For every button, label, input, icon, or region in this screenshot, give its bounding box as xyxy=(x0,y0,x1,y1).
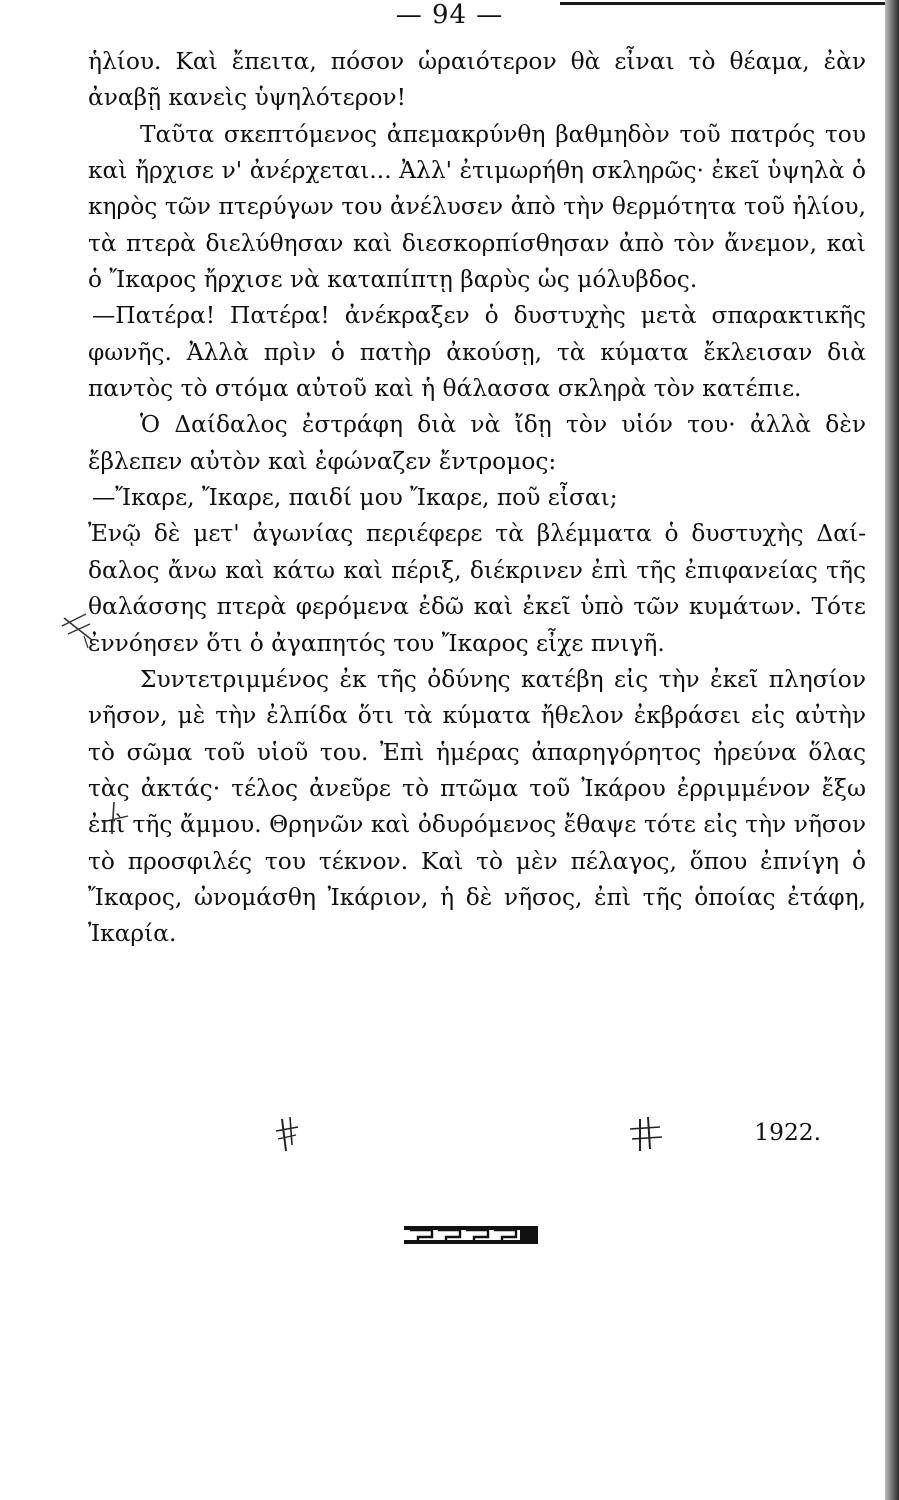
page-edge-shadow xyxy=(885,0,899,1500)
pencil-mark-icon xyxy=(628,1115,664,1155)
body-text xyxy=(88,44,866,953)
paragraph-1: ἡλίου. Καὶ ἔπειτα, πόσον ὡραιότερον θὰ εἶναι τὸ θέαμα, ἐὰν ἀναβῇ κανεὶς ὑψηλότερον! xyxy=(88,48,866,112)
pencil-mark-icon xyxy=(58,606,98,650)
page-number: — 94 — xyxy=(395,0,504,30)
decorative-border-icon xyxy=(404,1224,538,1246)
paragraph-7: Συντετριμμένος ἐκ τῆς ὀδύνης κατέβη εἰς τὴν ἐκεῖ πλησίον νῆσον, μὲ τὴν ἐλπίδα ὅτι τὰ κύματα ἤθελον ἐκβράσει εἰς αὐτὴν τὸ σῶμα τοῦ υἱοῦ του. Ἐπὶ ἡμέρας ἀπαρηγόρητος ἠρεύνα ὅλας τὰς ἀκτάς· τέλος ἀνεῦρε τὸ πτῶμα τοῦ Ἰκάρου ἐρριμμένον ἔξω ἐπὶ τῆς ἄμμου. Θρηνῶν καὶ ὀδυρόμενος ἔθαψε τότε εἰς τὴν νῆσον τὸ προσφιλές του τέκνον. Καὶ τὸ μὲν πέλαγος, ὅπου ἐπνίγη ὁ Ἴκαρος, ὠνομάσθη Ἰκάριον, ἡ δὲ νῆσος, ἐπὶ τῆς ὁποίας ἐτάφη, Ἰκαρία. xyxy=(88,665,866,948)
year: 1922. xyxy=(754,1119,821,1146)
signature-line xyxy=(88,1115,821,1155)
paragraph-4: Ὁ Δαίδαλος ἐστράφη διὰ νὰ ἴδῃ τὸν υἱόν του· ἀλλὰ δὲν ἔβλεπεν αὐτὸν καὶ ἐφώναζεν ἔντρομος: xyxy=(88,411,866,475)
paragraph-3: —Πατέρα! Πατέρα! ἀνέκραξεν ὁ δυστυχὴς μετὰ σπαρακτικῆς φωνῆς. Ἀλλὰ πρὶν ὁ πατὴρ ἀκούσῃ, τὰ κύματα ἔκλεισαν διὰ παντὸς τὸ στόμα αὐτοῦ καὶ ἡ θάλασσα σκληρὰ τὸν κατέπιε. xyxy=(88,302,866,403)
paragraph-2: Ταῦτα σκεπτόμενος ἀπεμακρύνθη βαθμηδὸν τοῦ πατρός του καὶ ἤρχισε ν' ἀνέρχεται... Ἀλλ' ἐτιμωρήθη σκληρῶς· ἐκεῖ ὑψηλὰ ὁ κηρὸς τῶν πτερύγων του ἀνέλυσεν ἀπὸ τὴν θερμότητα τοῦ ἡλίου, τὰ πτερὰ διελύθησαν καὶ διεσκορπίσθησαν ἀπὸ τὸν ἄνεμον, καὶ ὁ Ἴκαρος ἤρχισε νὰ καταπίπτῃ βαρὺς ὡς μόλυβδος. xyxy=(88,120,866,294)
paragraph-5: —Ἴκαρε, Ἴκαρε, παιδί μου Ἴκαρε, ποῦ εἶσαι; xyxy=(92,484,618,512)
paragraph-6: Ἐνῷ δὲ μετ' ἀγωνίας περιέφερε τὰ βλέμματα ὁ δυστυχὴς Δαίδαλος ἄνω καὶ κάτω καὶ πέριξ, διέκρινεν ἐπὶ τῆς ἐπιφανείας τῆς θαλάσσης πτερὰ φερόμενα ἐδῶ καὶ ἐκεῖ ὑπὸ τῶν κυμάτων. Τότε ἐννόησεν ὅτι ὁ ἀγαπητός του Ἴκαρος εἶχε πνιγῆ. xyxy=(88,520,866,657)
pencil-mark-icon xyxy=(98,796,132,838)
pencil-mark-icon xyxy=(274,1115,300,1155)
